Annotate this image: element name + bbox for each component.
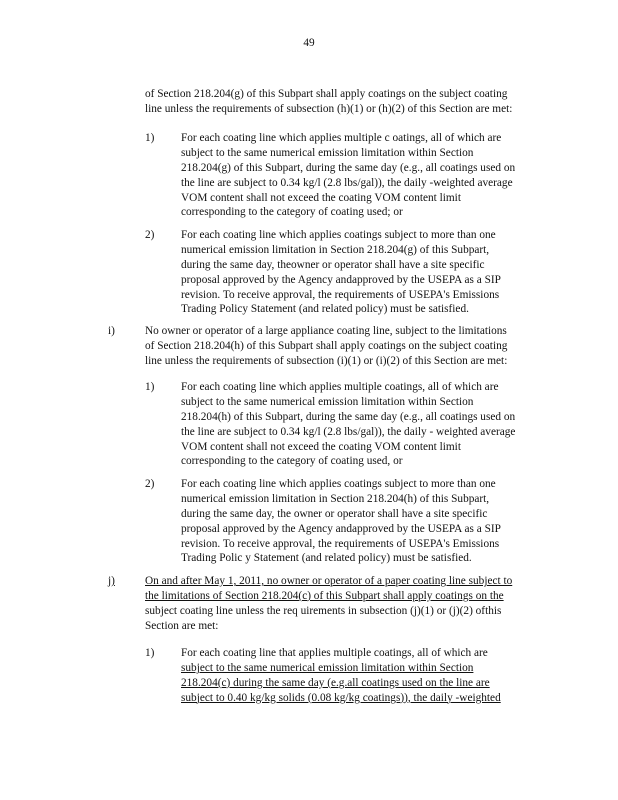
- paragraph-line: subject coating line unless the req uirements in subsection (j)(1) or (j)(2) ofthis: [145, 604, 502, 617]
- paragraph-line: On and after May 1, 2011, no owner or operator of a paper coating line subject to: [145, 575, 513, 587]
- paragraph-line: 218.204(c) during the same day (e.g.all coatings used on the line are: [181, 676, 490, 689]
- paragraph-line: corresponding to the category of coating used, or: [181, 455, 403, 468]
- paragraph-line: For each coating line which applies coatings subject to more than one: [181, 229, 496, 241]
- paragraph-line: line unless the requirements of subsection (i)(1) or (i)(2) of this Section are met:: [145, 354, 508, 367]
- paragraph-line: revision. To receive approval, the requirements of USEPA's Emissions: [181, 537, 500, 550]
- subitem-h1: [181, 131, 515, 220]
- item-j-paragraph: [145, 574, 512, 634]
- page-number: 49: [303, 37, 315, 49]
- subitem-label: 2): [145, 229, 155, 241]
- subitem-label: 1): [145, 381, 155, 393]
- item-label: i): [108, 325, 115, 337]
- paragraph-line: subject to the same numerical emission limitation within Section: [181, 661, 474, 674]
- paragraph-line: For each coating line that applies multiple coatings, all of which are: [181, 647, 488, 659]
- paragraph-line: VOM content shall not exceed the coating VOM content limit: [181, 191, 461, 204]
- paragraph-line: line unless the requirements of subsection (h)(1) or (h)(2) of this Section are met:: [145, 102, 513, 115]
- paragraph-line: For each coating line which applies multiple coatings, all of which are: [181, 381, 499, 393]
- item-i-paragraph: [145, 324, 507, 369]
- paragraph-line: subject to the same numerical emission limitation within Section: [181, 395, 474, 408]
- paragraph-line: of Section 218.204(h) of this Subpart shall apply coatings on the subject coating: [145, 339, 508, 352]
- paragraph-line: Trading Polic y Statement (and related policy) must be satisfied.: [181, 552, 472, 565]
- paragraph-line: the line are subject to 0.34 kg/l (2.8 lbs/gal)), the daily -weighted average: [181, 176, 513, 189]
- paragraph-line: subject to 0.40 kg/kg solids (0.08 kg/kg coatings)), the daily -weighted: [181, 691, 501, 704]
- paragraph-line: For each coating line which applies multiple c oatings, all of which are: [181, 132, 502, 144]
- paragraph-line: numerical emission limitation in Section 218.204(h) of this Subpart,: [181, 492, 490, 505]
- paragraph-line: Trading Policy Statement (and related policy) must be satisfied.: [181, 303, 469, 316]
- paragraph-line: numerical emission limitation in Section 218.204(g) of this Subpart,: [181, 243, 490, 256]
- paragraph-line: of Section 218.204(g) of this Subpart shall apply coatings on the subject coating: [145, 88, 508, 100]
- paragraph-line: during the same day, the owner or operator shall have a site specific: [181, 507, 488, 520]
- paragraph-line: corresponding to the category of coating used; or: [181, 206, 403, 219]
- subitem-label: 1): [145, 647, 155, 659]
- paragraph-line: 218.204(h) of this Subpart, during the same day (e.g., all coatings used on: [181, 410, 516, 423]
- paragraph-line: the line are subject to 0.34 kg/l (2.8 lbs/gal)), the daily - weighted average: [181, 425, 516, 438]
- subitem-h2: [181, 228, 501, 317]
- paragraph-line: No owner or operator of a large appliance coating line, subject to the limitations: [145, 325, 507, 337]
- paragraph-line: the limitations of Section 218.204(c) of this Subpart shall apply coatings on the: [145, 589, 504, 602]
- paragraph-line: 218.204(g) of this Subpart, during the same day (e.g., all coatings used on: [181, 161, 516, 174]
- paragraph-line: For each coating line which applies coatings subject to more than one: [181, 478, 496, 490]
- subitem-i1: [181, 380, 515, 469]
- paragraph-line: subject to the same numerical emission limitation within Section: [181, 146, 474, 159]
- subitem-label: 1): [145, 132, 155, 144]
- paragraph-line: proposal approved by the Agency andapproved by the USEPA as a SIP: [181, 273, 501, 286]
- paragraph-line: revision. To receive approval, the requirements of USEPA's Emissions: [181, 288, 500, 301]
- subitem-j1: [181, 646, 501, 706]
- paragraph-line: proposal approved by the Agency andapproved by the USEPA as a SIP: [181, 522, 501, 535]
- subitem-i2: [181, 477, 501, 566]
- intro-paragraph: [145, 87, 512, 117]
- paragraph-line: VOM content shall not exceed the coating VOM content limit: [181, 440, 461, 453]
- paragraph-line: Section are met:: [145, 619, 219, 632]
- paragraph-line: during the same day, theowner or operator shall have a site specific: [181, 258, 485, 271]
- item-label: j): [108, 575, 115, 587]
- subitem-label: 2): [145, 478, 155, 490]
